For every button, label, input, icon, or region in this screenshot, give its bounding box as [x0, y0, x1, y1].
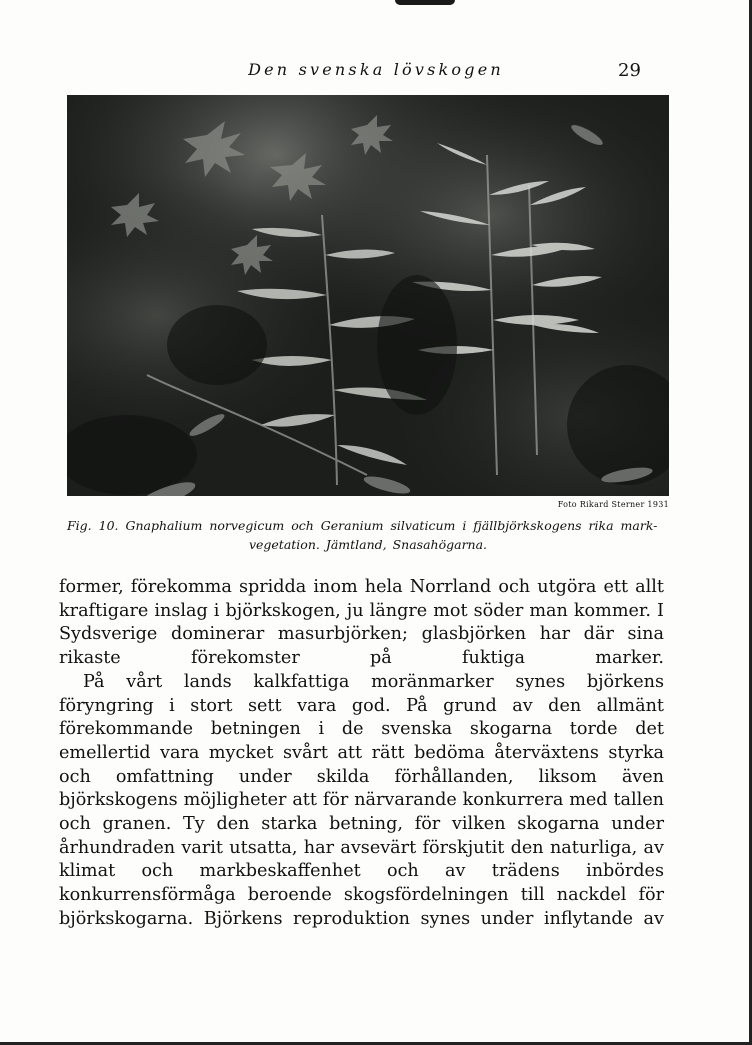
caption-line-1: Fig. 10. Gnaphalium norvegicum och Geranium silvaticum i fjällbjörkskogens rika mark-: [67, 518, 658, 533]
page-number: 29: [618, 60, 641, 81]
paragraph-2: På vårt lands kalkfattiga moränmarker synes björkens föryngring i stort sett vara god. På grund av den allmänt förekommande betningen i de svenska skogarna torde det emellertid vara mycket svårt att rätt bedöma återväxtens styrka och omfattning under skilda förhållanden, liksom även björkskogens möjligheter att för närvarande konkurrera med tallen och granen. Ty den starka betning, för vilken skogarna under århundraden varit utsatta, har avsevärt förskjutit den naturliga, av klimat och markbeskaffenhet och av trädens inbördes konkurrensförmåga beroende skogsfördelningen till nackdel för björkskogarna. Björkens reproduktion synes under inflytande av: [59, 671, 664, 929]
body-text: [59, 576, 664, 932]
paragraph-1: former, förekomma spridda inom hela Norrland och utgöra ett allt kraftigare inslag i björkskogen, ju längre mot söder man kommer. I Sydsverige dominerar masurbjörken; glasbjörken har där sina rikaste förekomster på fuktiga marker.: [59, 577, 664, 669]
figure-caption: [67, 516, 669, 554]
running-header: Den svenska lövskogen: [248, 60, 504, 79]
photo-illustration: [67, 95, 669, 496]
photo-credit: Foto Rikard Sterner 1931: [557, 500, 669, 509]
scan-artifact-top: [395, 0, 455, 5]
caption-line-2: vegetation. Jämtland, Snasahögarna.: [248, 537, 488, 552]
forest-plant-photo: [67, 95, 669, 496]
